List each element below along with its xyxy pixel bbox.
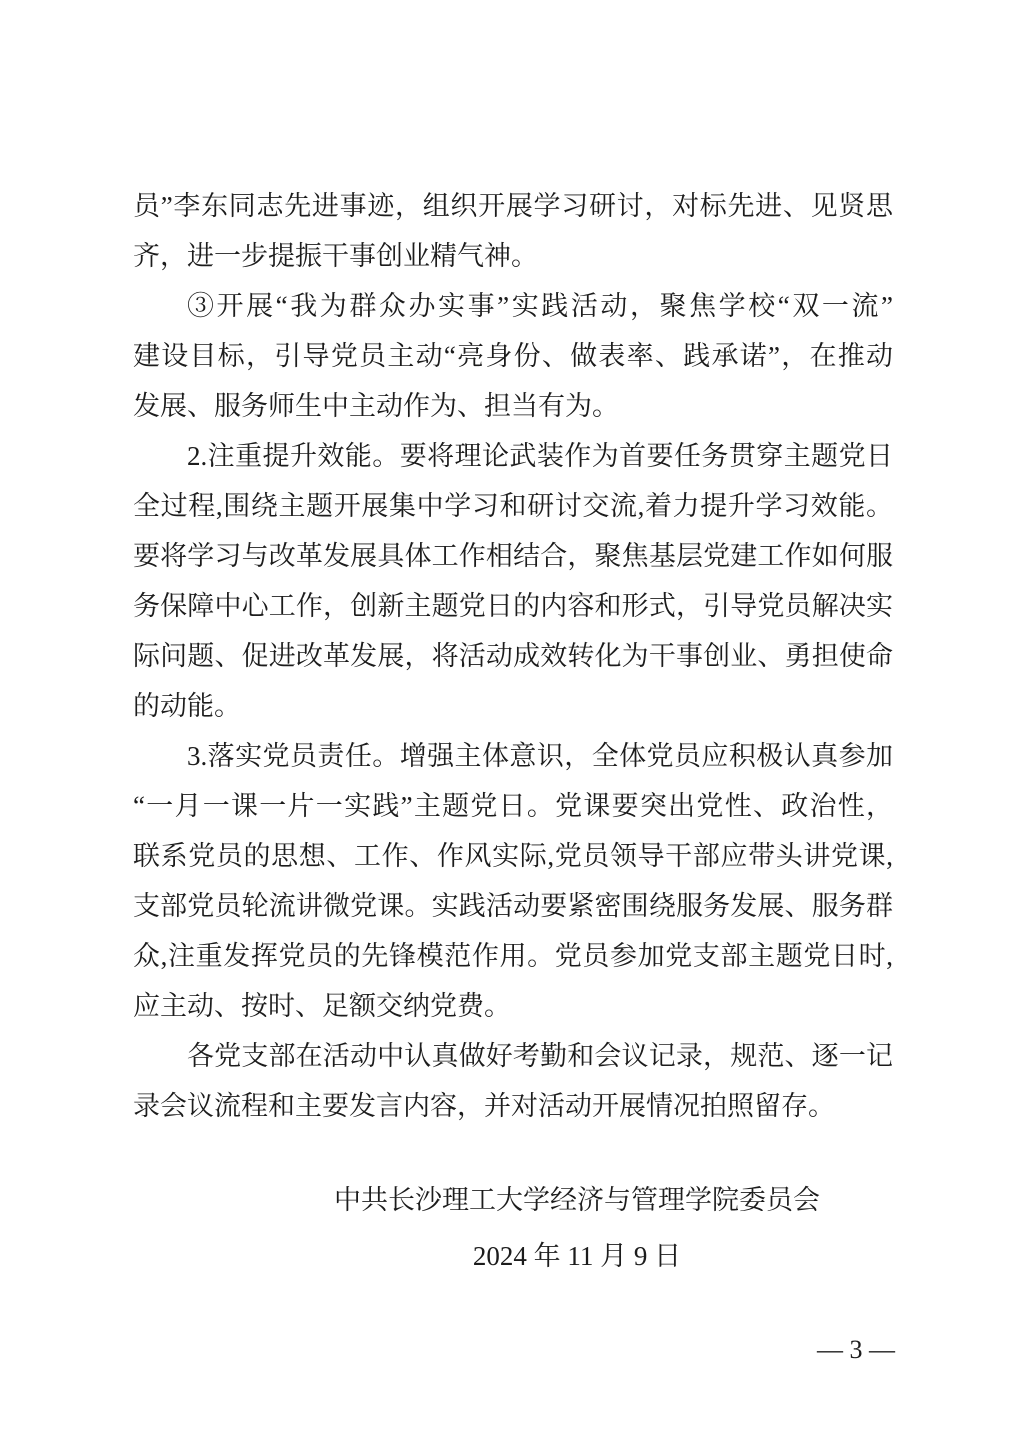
document-line: ③开展“我为群众办实事”实践活动，聚焦学校“双一流” xyxy=(187,291,893,321)
document-line: 各党支部在活动中认真做好考勤和会议记录，规范、逐一记 xyxy=(187,1041,893,1071)
document-line: 的动能。 xyxy=(133,691,241,721)
document-line: 支部党员轮流讲微党课。实践活动要紧密围绕服务发展、服务群 xyxy=(133,891,893,921)
document-line: 要将学习与改革发展具体工作相结合，聚焦基层党建工作如何服 xyxy=(133,541,893,571)
document-line: 录会议流程和主要发言内容，并对活动开展情况拍照留存。 xyxy=(133,1091,835,1121)
document-line: 务保障中心工作，创新主题党日的内容和形式，引导党员解决实 xyxy=(133,591,893,621)
signature-date: 2024 年 11 月 9 日 xyxy=(472,1241,682,1271)
document-line: “一月一课一片一实践”主题党日。党课要突出党性、政治性， xyxy=(133,791,893,821)
document-body xyxy=(133,181,893,1131)
signature-organization: 中共长沙理工大学经济与管理学院委员会 xyxy=(334,1185,820,1215)
document-line: 全过程,围绕主题开展集中学习和研讨交流,着力提升学习效能。 xyxy=(133,491,893,521)
document-line: 众,注重发挥党员的先锋模范作用。党员参加党支部主题党日时, xyxy=(133,941,893,971)
document-line: 2.注重提升效能。要将理论武装作为首要任务贯穿主题党日 xyxy=(187,441,893,471)
document-line: 3.落实党员责任。增强主体意识，全体党员应积极认真参加 xyxy=(187,741,893,771)
document-line: 发展、服务师生中主动作为、担当有为。 xyxy=(133,391,619,421)
document-line: 际问题、促进改革发展，将活动成效转化为干事创业、勇担使命 xyxy=(133,641,893,671)
page-number: — 3 — xyxy=(817,1335,895,1364)
document-line: 员”李东同志先进事迹，组织开展学习研讨，对标先进、见贤思 xyxy=(133,191,893,221)
document-line: 齐，进一步提振干事创业精气神。 xyxy=(133,241,538,271)
document-line: 联系党员的思想、工作、作风实际,党员领导干部应带头讲党课, xyxy=(133,841,893,871)
document-line: 应主动、按时、足额交纳党费。 xyxy=(133,991,511,1021)
signature-block xyxy=(334,1175,820,1281)
document-line: 建设目标，引导党员主动“亮身份、做表率、践承诺”，在推动 xyxy=(133,341,893,371)
